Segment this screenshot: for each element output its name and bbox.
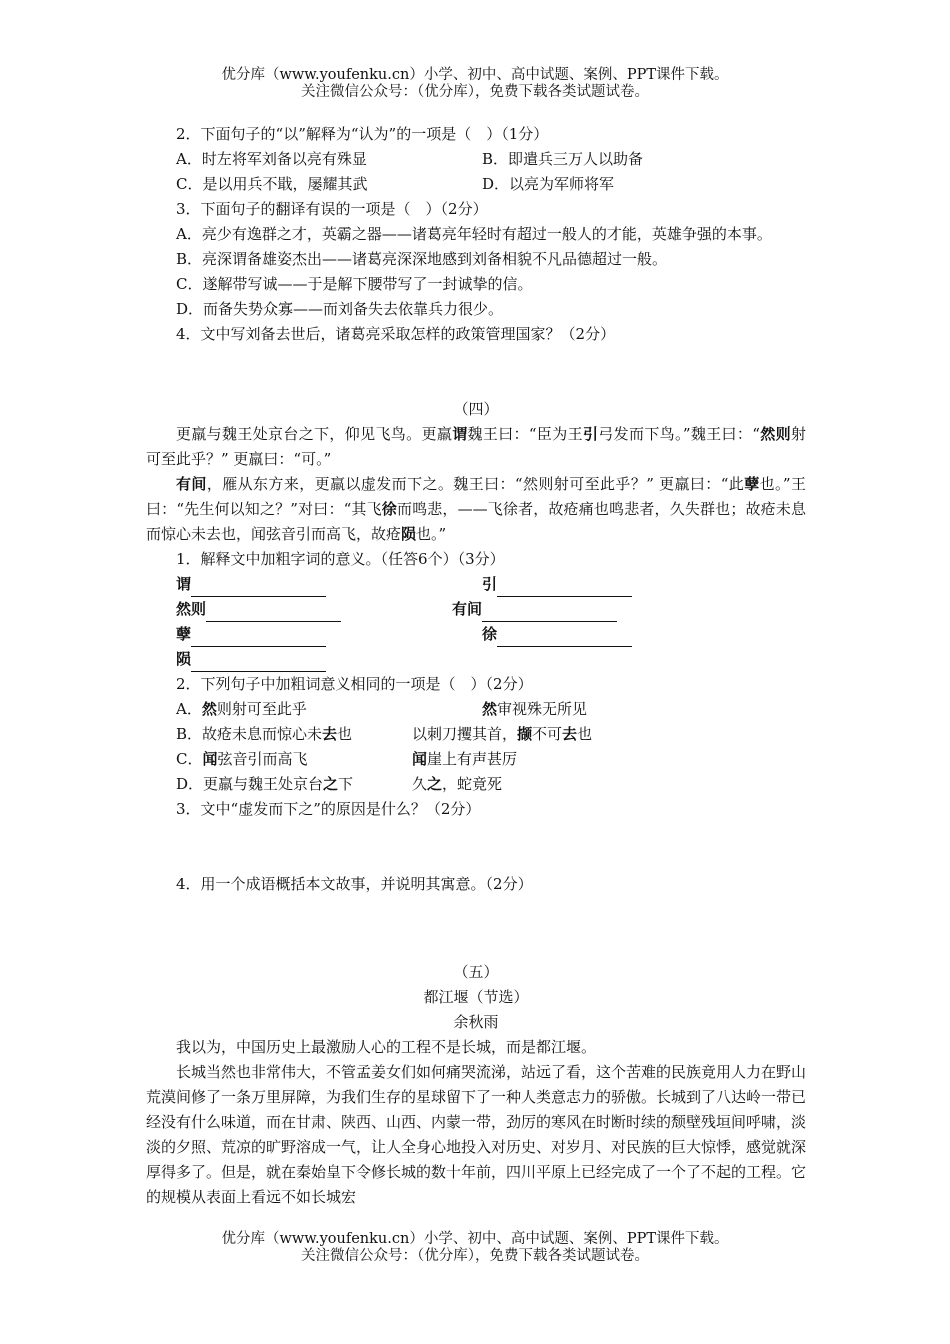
s4-q2-a-right-text: 审视殊无所见 — [497, 700, 588, 718]
s4-q2-b-right-bold-1: 撷 — [517, 725, 533, 743]
s3-q3-option-a: A．亮少有逸群之才，英霸之器——诸葛亮年轻时有超过一般人的才能，英雄争强的本事。 — [176, 225, 772, 243]
s4-p1-bold-1: 谓 — [452, 425, 468, 443]
s3-q2-options-cd — [146, 172, 806, 197]
s4-q2-option-c — [146, 747, 806, 772]
s4-q2-stem: 2．下列句子中加粗词意义相同的一项是（ ）（2分） — [176, 675, 533, 693]
s4-para-2 — [146, 472, 806, 547]
s4-q2-a-label: A． — [176, 700, 202, 718]
page-header — [0, 67, 950, 101]
s4-q1-word-2: 引 — [482, 575, 498, 593]
s4-q2-b-bold: 去 — [322, 725, 338, 743]
s5-heading: （五） — [453, 963, 499, 981]
s4-q2-c-text: 弦音引而高飞 — [217, 750, 308, 768]
s4-p1-bold-3: 然则 — [759, 425, 791, 443]
s4-p2-text-3: 而鸣悲，——飞徐者，故疮痛也鸣悲者，久失群也；故疮未息而惊心未去也，闻弦音引而高飞，故疮 — [146, 500, 806, 543]
s4-q1-word-6: 徐 — [482, 625, 498, 643]
s4-heading: （四） — [453, 400, 499, 418]
s3-q4: 4．文中写刘备去世后，诸葛亮采取怎样的政策管理国家？（2分） — [176, 325, 616, 343]
s5-title: 都江堰（节选） — [423, 988, 529, 1006]
s4-q1-word-7: 陨 — [176, 650, 192, 668]
s4-q4: 4．用一个成语概括本文故事，并说明其寓意。（2分） — [176, 875, 533, 893]
s5-para-1: 我以为，中国历史上最激励人心的工程不是长城，而是都江堰。 — [176, 1038, 597, 1056]
s3-q3-option-c: C．遂解带写诚——于是解下腰带写了一封诚挚的信。 — [176, 275, 533, 293]
page-footer — [0, 1231, 950, 1265]
s4-q2-b-text: 也 — [337, 725, 353, 743]
s4-q2-b-right-text-1: 以刺刀攫其首， — [412, 725, 518, 743]
s4-q2-b-right-text-3: 也 — [577, 725, 593, 743]
s4-q2-a-text: 则射可至此乎 — [216, 700, 307, 718]
s5-author: 余秋雨 — [453, 1013, 499, 1031]
s4-q1-blank-4[interactable] — [482, 604, 617, 622]
s4-q1-blank-7[interactable] — [191, 654, 326, 672]
s4-p1-text-3: 弓发而下鸟。”魏王曰：“ — [598, 425, 760, 443]
header-line-1: 优分库（www.youfenku.cn）小学、初中、高中试题、案例、PPT课件下载。 — [221, 67, 729, 83]
s4-p1-text-2: 魏王曰：“臣为王 — [467, 425, 583, 443]
s4-q2-b-label: B．故疮未息而惊心未 — [176, 725, 323, 743]
s4-q2-d-right-text-2: ，蛇竟死 — [442, 775, 503, 793]
s4-q1-stem: 1．解释文中加粗字词的意义。（任答6个）（3分） — [176, 550, 505, 568]
s4-q2-d-text: 下 — [338, 775, 354, 793]
s4-q1-word-1: 谓 — [176, 575, 192, 593]
s4-q1-row-3 — [146, 622, 806, 647]
header-line-2: 关注微信公众号：（优分库），免费下载各类试题试卷。 — [301, 84, 649, 100]
s4-p1-bold-2: 引 — [582, 425, 599, 443]
s4-p2-text-4: 也。” — [416, 525, 447, 543]
s4-q2-c-right-bold: 闻 — [412, 750, 428, 768]
s3-q2-option-b: B．即遣兵三万人以助备 — [482, 150, 644, 168]
s4-q1-row-2 — [146, 597, 806, 622]
s3-q2-stem: 2．下面句子的“以”解释为“认为”的一项是（ ）（1分） — [176, 125, 549, 143]
s4-q1-blank-3[interactable] — [206, 604, 341, 622]
s4-q3: 3．文中“虚发而下之”的原因是什么？（2分） — [176, 800, 481, 818]
s4-q1-word-4: 有间 — [452, 600, 483, 618]
document-body — [146, 122, 806, 1210]
s3-q2-option-d: D．以亮为军师将军 — [482, 175, 615, 193]
s3-q2-options-ab — [146, 147, 806, 172]
s4-p2-bold-1: 有间 — [176, 475, 207, 493]
s4-q2-b-right-bold-2: 去 — [562, 725, 578, 743]
s4-q2-c-bold: 闻 — [202, 750, 218, 768]
s3-q2-option-a: A．时左将军刘备以亮有殊显 — [176, 150, 367, 168]
s4-q1-word-5: 孽 — [176, 625, 192, 643]
s4-q2-option-a — [146, 697, 806, 722]
s4-para-1 — [146, 422, 806, 472]
footer-line-1: 优分库（www.youfenku.cn）小学、初中、高中试题、案例、PPT课件下载。 — [221, 1231, 729, 1247]
s3-q3-stem: 3．下面句子的翻译有误的一项是（ ）（2分） — [176, 200, 488, 218]
s4-q1-row-4 — [146, 647, 806, 672]
s4-p1-text-4: 射可至此乎？” 更羸曰：“可。” — [146, 425, 806, 468]
s4-q2-b-right-text-2: 不可 — [532, 725, 563, 743]
s4-q2-d-right-text-1: 久 — [412, 775, 428, 793]
s4-q1-row-1 — [146, 572, 806, 597]
footer-line-2: 关注微信公众号：（优分库），免费下载各类试题试卷。 — [301, 1248, 649, 1264]
s3-q3-option-b: B．亮深谓备雄姿杰出——诸葛亮深深地感到刘备相貌不凡品德超过一般。 — [176, 250, 668, 268]
s4-q2-c-right-text: 崖上有声甚厉 — [427, 750, 518, 768]
s4-q2-d-right-bold: 之 — [427, 775, 443, 793]
s3-q2-option-c: C．是以用兵不戢，屡耀其武 — [176, 175, 368, 193]
s4-p2-bold-3: 徐 — [381, 500, 397, 518]
s4-q1-blank-6[interactable] — [497, 629, 632, 647]
s4-p1-text-1: 更羸与魏王处京台之下，仰见飞鸟。更羸 — [176, 425, 453, 443]
s4-q1-word-3: 然则 — [176, 600, 207, 618]
s4-q1-blank-2[interactable] — [497, 579, 632, 597]
s4-q2-option-b — [146, 722, 806, 747]
s4-q2-a-right-bold: 然 — [482, 700, 498, 718]
s4-p2-text-1: ，雁从东方来，更羸以虚发而下之。魏王曰：“然则射可至此乎？” 更羸曰：“此 — [206, 475, 745, 493]
s4-q1-blank-5[interactable] — [191, 629, 326, 647]
s4-q2-option-d — [146, 772, 806, 797]
s4-p2-bold-2: 孽 — [744, 475, 760, 493]
s4-q2-d-bold: 之 — [323, 775, 339, 793]
s4-q2-d-label: D．更羸与魏王处京台 — [176, 775, 324, 793]
s4-q1-blank-1[interactable] — [191, 579, 326, 597]
s3-q3-option-d: D．而备失势众寡——而刘备失去依靠兵力很少。 — [176, 300, 504, 318]
s4-p2-text-2: 也。”王曰：“先生何以知之？”对曰：“其飞 — [146, 475, 806, 518]
s4-q2-c-label: C． — [176, 750, 203, 768]
s5-para-2: 长城当然也非常伟大，不管孟姜女们如何痛哭流涕，站远了看，这个苦难的民族竟用人力在野山荒漠间修了一条万里屏障，为我们生存的星球留下了一种人类意志力的骄傲。长城到了八达岭一带已经没有什么味道，而在甘肃、陕西、山西、内蒙一带，劲厉的寒风在时断时续的颓壁残垣间呼啸，淡淡的夕照、荒凉的旷野溶成一气，让人全身心地投入对历史、对岁月、对民族的巨大惊悸，感觉就深厚得多了。但是，就在秦始皇下令修长城的数十年前，四川平原上已经完成了一个了不起的工程。它的规模从表面上看远不如长城宏 — [146, 1063, 807, 1206]
s4-p2-bold-4: 陨 — [401, 525, 417, 543]
s4-q2-a-bold: 然 — [201, 700, 217, 718]
